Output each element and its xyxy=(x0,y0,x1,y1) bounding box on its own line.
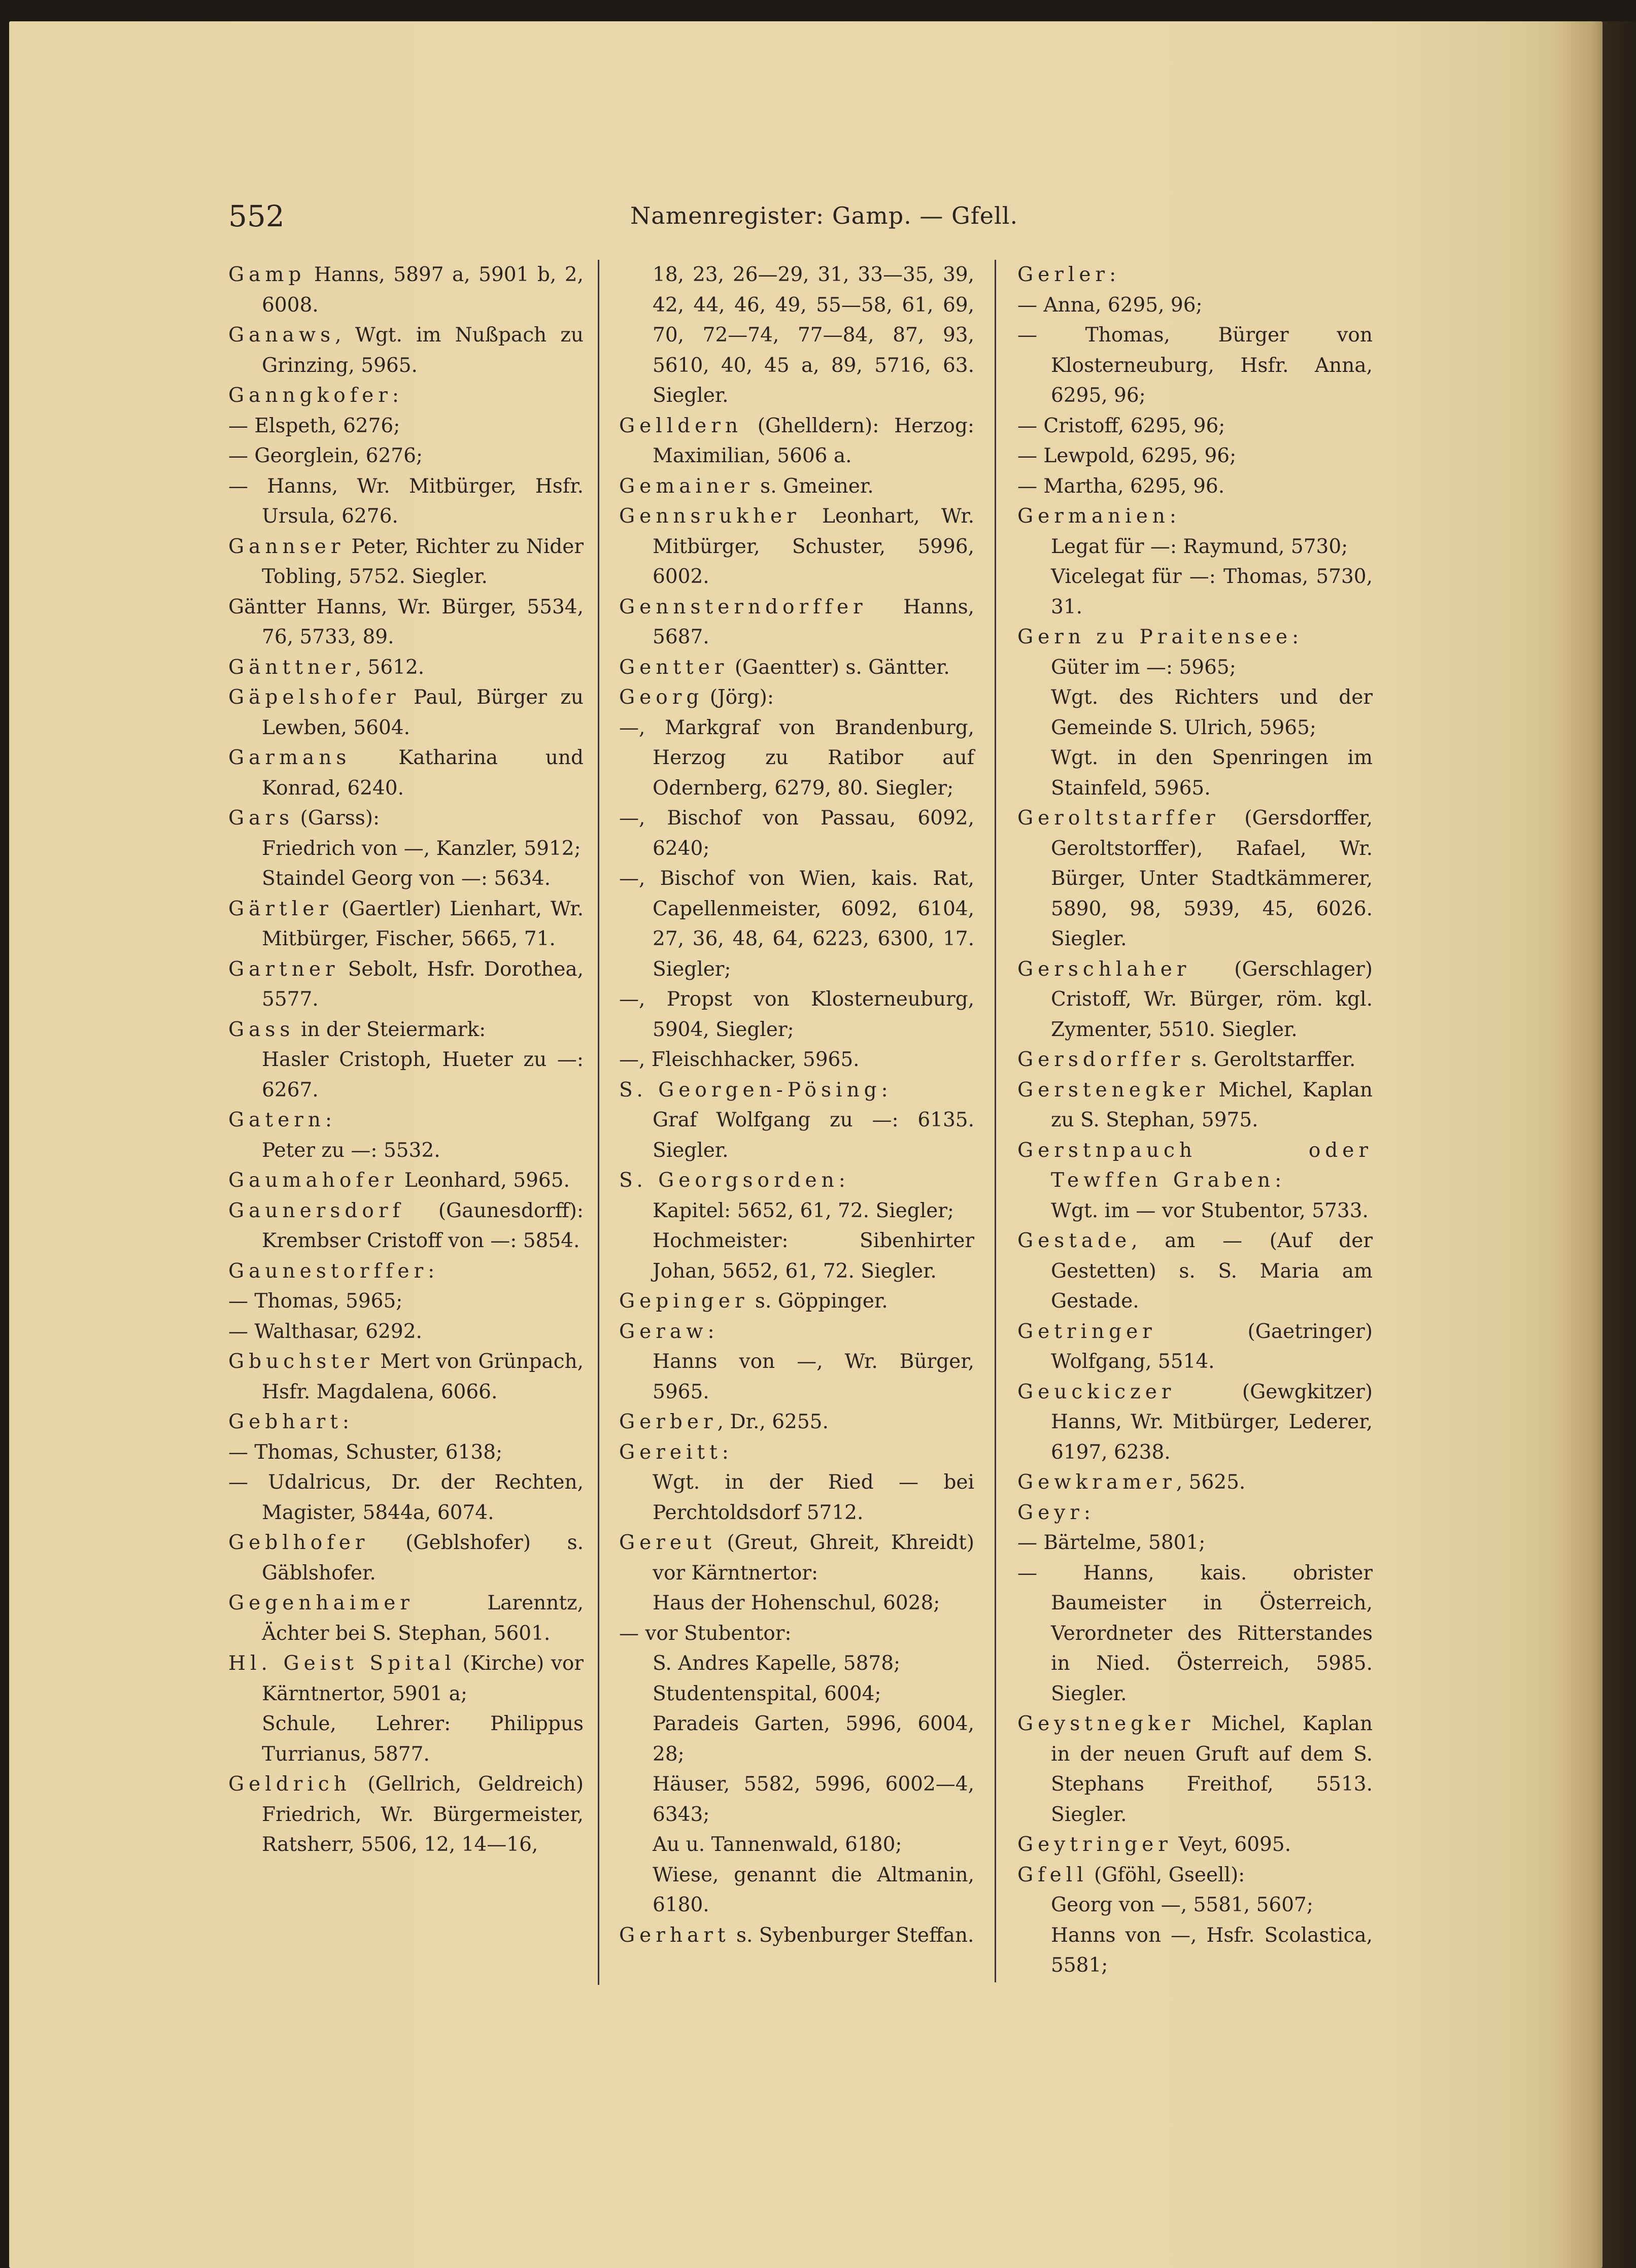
index-entry xyxy=(619,1830,974,1860)
index-entry xyxy=(619,1226,974,1286)
index-entry xyxy=(228,1256,584,1287)
index-entry xyxy=(619,682,974,713)
entry-headword: Gerber xyxy=(619,1411,718,1433)
entry-headword: Gersdorffer xyxy=(1017,1048,1185,1071)
entry-text: —, Markgraf von Brandenburg, Herzog zu Ratibor auf Odernberg, 6279, 80. Siegler; xyxy=(619,716,974,800)
entry-headword: S. Georgen-Pösing: xyxy=(619,1078,893,1102)
index-entry xyxy=(228,1437,584,1468)
index-entry xyxy=(228,1015,584,1045)
entry-text: Kapitel: 5652, 61, 72. Siegler; xyxy=(653,1199,955,1222)
index-entry xyxy=(228,954,584,1015)
entry-text: s. Göppinger. xyxy=(748,1290,888,1313)
entry-headword: Gentter xyxy=(619,656,729,679)
entry-text: Wgt. des Richters und der Gemeinde S. Ulrich, 5965; xyxy=(1051,686,1373,739)
entry-text: Veyt, 6095. xyxy=(1172,1833,1291,1856)
entry-text: s. Gmeiner. xyxy=(754,474,874,498)
index-entry xyxy=(1017,1317,1373,1377)
index-entry xyxy=(228,1769,584,1860)
binding-gutter xyxy=(1553,21,1636,2268)
entry-headword: Garmans xyxy=(228,746,351,769)
entry-text: (Gaertler) Lienhart, Wr. Mitbürger, Fischer, 5665, 71. xyxy=(262,897,584,950)
entry-headword: Gerstnpauch oder Tewffen Graben: xyxy=(1017,1139,1373,1192)
entry-headword: Gebhart: xyxy=(228,1411,354,1433)
index-entry xyxy=(228,1165,584,1196)
entry-text: Georg von —, 5581, 5607; xyxy=(1051,1894,1313,1916)
entry-text: (Jörg): xyxy=(703,686,774,709)
entry-text: Paul, Bürger zu Lewben, 5604. xyxy=(262,686,584,739)
index-entry xyxy=(619,984,974,1045)
page-number: 552 xyxy=(228,199,285,233)
index-entry xyxy=(228,743,584,803)
index-entry xyxy=(228,1528,584,1588)
index-entry xyxy=(1017,652,1373,683)
entry-text: — Thomas, Schuster, 6138; xyxy=(228,1440,503,1464)
entry-text: Legat für —: Raymund, 5730; xyxy=(1051,535,1348,558)
entry-headword: Geuckiczer xyxy=(1017,1380,1176,1403)
index-entry xyxy=(619,1165,974,1196)
index-entry xyxy=(228,1317,584,1347)
entry-text: Wiese, genannt die Altmanin, 6180. xyxy=(653,1863,974,1916)
entry-text: (Gaetringer) Wolfgang, 5514. xyxy=(1051,1320,1373,1373)
entry-text: in der Steiermark: xyxy=(294,1018,486,1041)
entry-headword: Gereitt: xyxy=(619,1440,733,1464)
entry-text: Staindel Georg von —: 5634. xyxy=(262,867,551,890)
entry-headword: Gerstenegker xyxy=(1017,1078,1210,1102)
entry-text: — Hanns, Wr. Mitbürger, Hsfr. Ursula, 6276. xyxy=(228,474,584,528)
index-entry xyxy=(1017,1377,1373,1468)
index-entry xyxy=(228,1105,584,1136)
index-entry xyxy=(1017,743,1373,803)
entry-headword: Gennsrukher xyxy=(619,505,801,528)
entry-text: Mert von Grünpach, Hsfr. Magdalena, 6066. xyxy=(262,1350,584,1403)
index-entry xyxy=(1017,290,1373,321)
entry-headword: Getringer xyxy=(1017,1320,1156,1343)
index-entry xyxy=(1017,532,1373,562)
entry-text: — Elspeth, 6276; xyxy=(228,414,400,437)
entry-text: (Geblshofer) s. Gäblshofer. xyxy=(262,1531,584,1585)
index-entry xyxy=(1017,1709,1373,1830)
index-entry xyxy=(619,1679,974,1709)
index-entry xyxy=(228,803,584,834)
index-entry xyxy=(619,1045,974,1075)
index-entry xyxy=(1017,1226,1373,1317)
index-entry xyxy=(619,1920,974,1951)
index-entry xyxy=(1017,1075,1373,1136)
entry-headword: Gepinger xyxy=(619,1290,749,1313)
entry-text: Häuser, 5582, 5996, 6002—4, 6343; xyxy=(653,1773,974,1826)
index-entry xyxy=(619,1467,974,1528)
index-column-3 xyxy=(1017,260,1373,1981)
entry-headword: Gannser xyxy=(228,535,345,558)
index-entry xyxy=(228,1136,584,1166)
index-entry xyxy=(1017,320,1373,411)
entry-headword: Geldrich xyxy=(228,1773,351,1796)
index-entry xyxy=(228,320,584,381)
index-entry xyxy=(619,1860,974,1920)
index-entry xyxy=(619,1588,974,1619)
entry-headword: Gennsterndorffer xyxy=(619,595,867,618)
entry-headword: Gartner xyxy=(228,957,339,981)
entry-headword: Geraw: xyxy=(619,1320,719,1343)
index-entry xyxy=(1017,441,1373,471)
index-entry xyxy=(228,1588,584,1648)
index-entry xyxy=(228,1467,584,1528)
index-entry xyxy=(1017,1890,1373,1920)
entry-text: — Walthasar, 6292. xyxy=(228,1320,422,1343)
entry-headword: Geroltstarffer xyxy=(1017,807,1220,830)
index-entry xyxy=(228,532,584,592)
index-entry xyxy=(228,1045,584,1105)
entry-text: —, Bischof von Wien, kais. Rat, Capellenmeister, 6092, 6104, 27, 36, 48, 64, 6223, 6300, 17. Siegler; xyxy=(619,867,974,981)
entry-headword: Gewkramer xyxy=(1017,1471,1176,1494)
entry-text: Wgt. in den Spenringen im Stainfeld, 5965. xyxy=(1051,746,1373,800)
entry-text: Haus der Hohenschul, 6028; xyxy=(653,1592,940,1614)
entry-text: Michel, Kaplan zu S. Stephan, 5975. xyxy=(1051,1078,1373,1131)
entry-headword: Gestade xyxy=(1017,1229,1132,1252)
index-entry xyxy=(228,1196,584,1256)
entry-text: Katharina und Konrad, 6240. xyxy=(262,746,584,800)
index-entry xyxy=(1017,1920,1373,1981)
entry-headword: Gelldern xyxy=(619,414,742,437)
entry-headword: Gars xyxy=(228,807,294,830)
entry-text: (Gaentter) s. Gäntter. xyxy=(728,656,950,679)
entry-text: —, Bischof von Passau, 6092, 6240; xyxy=(619,807,974,860)
entry-headword: Geystnegker xyxy=(1017,1712,1195,1735)
index-entry xyxy=(228,834,584,864)
column-rule xyxy=(598,260,599,1985)
entry-text: Leonhard, 5965. xyxy=(398,1169,570,1192)
entry-text: Peter zu —: 5532. xyxy=(262,1139,440,1162)
entry-headword: Gfell xyxy=(1017,1863,1088,1886)
index-entry xyxy=(228,381,584,411)
index-entry xyxy=(228,1648,584,1709)
entry-headword: Gatern: xyxy=(228,1109,337,1131)
entry-headword: Gereut xyxy=(619,1531,716,1554)
index-entry xyxy=(619,652,974,683)
index-entry xyxy=(619,864,974,984)
entry-text: , Dr., 6255. xyxy=(717,1411,829,1433)
entry-text: Schule, Lehrer: Philippus Turrianus, 5877. xyxy=(262,1712,584,1766)
entry-text: Leonhart, Wr. Mitbürger, Schuster, 5996, 6002. xyxy=(653,505,974,588)
index-entry xyxy=(228,471,584,532)
index-entry xyxy=(1017,1045,1373,1075)
index-entry xyxy=(228,864,584,894)
index-entry xyxy=(619,1769,974,1830)
entry-headword: Gern zu Praitensee: xyxy=(1017,626,1304,648)
entry-text: Studentenspital, 6004; xyxy=(653,1682,881,1705)
entry-text: (Gersdorffer, Geroltstorffer), Rafael, Wr. Bürger, Unter Stadtkämmerer, 5890, 98, 5939, 45, 6026. Siegler. xyxy=(1051,807,1373,950)
entry-headword: Geyr: xyxy=(1017,1501,1096,1524)
entry-text: Hanns, 5897 a, 5901 b, 2, 6008. xyxy=(262,263,584,317)
index-entry xyxy=(619,260,974,411)
entry-text: — vor Stubentor: xyxy=(619,1622,792,1645)
entry-text: — Thomas, Bürger von Klosterneuburg, Hsfr. Anna, 6295, 96; xyxy=(1017,324,1373,407)
index-entry xyxy=(1017,1467,1373,1498)
index-column-1 xyxy=(228,260,584,1860)
entry-headword: Gerhart xyxy=(619,1923,730,1947)
index-entry xyxy=(228,652,584,683)
index-entry xyxy=(619,501,974,592)
entry-text: — Cristoff, 6295, 96; xyxy=(1017,414,1225,437)
entry-text: , 5612. xyxy=(355,656,425,679)
index-entry xyxy=(1017,1196,1373,1226)
index-entry xyxy=(1017,1860,1373,1891)
entry-text: Wgt. im — vor Stubentor, 5733. xyxy=(1051,1199,1369,1222)
entry-text: — Martha, 6295, 96. xyxy=(1017,474,1225,498)
index-entry xyxy=(619,1286,974,1317)
entry-text: — Bärtelme, 5801; xyxy=(1017,1531,1206,1554)
entry-text: Güter im —: 5965; xyxy=(1051,656,1236,679)
index-column-2 xyxy=(619,260,974,1950)
entry-text: s. Sybenburger Steffan. xyxy=(730,1923,974,1947)
entry-text: Vicelegat für —: Thomas, 5730, 31. xyxy=(1051,565,1373,618)
index-entry xyxy=(1017,1528,1373,1558)
entry-text: Hasler Cristoph, Hueter zu —: 6267. xyxy=(262,1048,584,1102)
entry-headword: Geytringer xyxy=(1017,1833,1172,1856)
entry-text: (Garss): xyxy=(294,807,380,830)
entry-text: (Gellrich, Geldreich) Friedrich, Wr. Bürgermeister, Ratsherr, 5506, 12, 14—16, xyxy=(262,1773,584,1856)
index-entry xyxy=(228,682,584,743)
index-entry xyxy=(1017,471,1373,502)
index-entry xyxy=(1017,622,1373,652)
entry-text: (Kirche) vor Kärntnertor, 5901 a; xyxy=(262,1652,584,1705)
entry-text: (Gewgkitzer) Hanns, Wr. Mitbürger, Lederer, 6197, 6238. xyxy=(1051,1380,1373,1464)
index-entry xyxy=(619,1196,974,1226)
entry-text: Larenntz, Ächter bei S. Stephan, 5601. xyxy=(262,1592,584,1645)
entry-headword: Ganngkofer: xyxy=(228,384,404,407)
entry-headword: Gaunestorffer: xyxy=(228,1259,439,1283)
entry-headword: Gamp xyxy=(228,263,306,286)
index-entry xyxy=(1017,803,1373,954)
entry-text: — Anna, 6295, 96; xyxy=(1017,293,1203,317)
entry-text: Peter, Richter zu Nider Tobling, 5752. Siegler. xyxy=(262,535,584,588)
entry-headword: Ganaws xyxy=(228,324,335,347)
entry-text: — Georglein, 6276; xyxy=(228,444,423,467)
index-entry xyxy=(228,1347,584,1407)
entry-text: (Gerschlager) Cristoff, Wr. Bürger, röm. kgl. Zymenter, 5510. Siegler. xyxy=(1051,957,1373,1041)
entry-text: (Gaunesdorff): Krembser Cristoff von —: 5854. xyxy=(262,1199,584,1252)
entry-text: — Thomas, 5965; xyxy=(228,1290,403,1313)
entry-text: —, Fleischhacker, 5965. xyxy=(619,1048,860,1071)
index-entry xyxy=(619,1347,974,1407)
index-entry xyxy=(619,713,974,804)
index-entry xyxy=(619,1317,974,1347)
entry-headword: Gerler: xyxy=(1017,263,1121,286)
index-entry xyxy=(228,894,584,954)
entry-text: — Udalricus, Dr. der Rechten, Magister, 5844a, 6074. xyxy=(228,1471,584,1524)
index-entry xyxy=(619,1709,974,1769)
entry-text: 18, 23, 26—29, 31, 33—35, 39, 42, 44, 46, 49, 55—58, 61, 69, 70, 72—74, 77—84, 87, 93, 5610, 40, 45 a, 89, 5716, 63. Siegler. xyxy=(653,263,974,407)
index-entry xyxy=(619,1407,974,1437)
entry-headword: Gaunersdorf xyxy=(228,1199,404,1222)
index-entry xyxy=(228,1407,584,1437)
index-entry xyxy=(619,1528,974,1588)
entry-text: —, Propst von Klosterneuburg, 5904, Siegler; xyxy=(619,988,974,1041)
index-entry xyxy=(228,592,584,652)
entry-text: Hanns von —, Hsfr. Scolastica, 5581; xyxy=(1051,1923,1373,1977)
entry-headword: Germanien: xyxy=(1017,505,1181,528)
index-entry xyxy=(1017,562,1373,622)
entry-text: Paradeis Garten, 5996, 6004, 28; xyxy=(653,1712,974,1766)
entry-text: S. Andres Kapelle, 5878; xyxy=(653,1652,901,1675)
index-entry xyxy=(228,441,584,471)
index-entry xyxy=(1017,411,1373,441)
entry-headword: Gegenhaimer xyxy=(228,1592,414,1614)
entry-text: Sebolt, Hsfr. Dorothea, 5577. xyxy=(262,957,584,1011)
index-entry xyxy=(228,411,584,441)
entry-text: Graf Wolfgang zu —: 6135. Siegler. xyxy=(653,1109,974,1162)
entry-text: Gäntter Hanns, Wr. Bürger, 5534, 76, 5733, 89. xyxy=(228,595,584,648)
entry-headword: S. Georgsorden: xyxy=(619,1169,850,1192)
entry-text: Hochmeister: Sibenhirter Johan, 5652, 61, 72. Siegler. xyxy=(653,1229,974,1283)
entry-headword: Gemainer xyxy=(619,474,754,498)
index-entry xyxy=(228,1286,584,1317)
entry-text: (Gföhl, Gseell): xyxy=(1087,1863,1245,1886)
entry-text: — Lewpold, 6295, 96; xyxy=(1017,444,1237,467)
entry-text: , am — (Auf der Gestetten) s. S. Maria am Gestade. xyxy=(1051,1229,1373,1313)
entry-headword: Gaumahofer xyxy=(228,1169,398,1192)
index-entry xyxy=(1017,501,1373,532)
index-entry xyxy=(619,1437,974,1468)
index-entry xyxy=(228,260,584,320)
entry-text: (Greut, Ghreit, Khreidt) vor Kärntnertor: xyxy=(653,1531,974,1585)
index-entry xyxy=(619,1105,974,1165)
column-rule xyxy=(995,260,996,1982)
index-entry xyxy=(619,1075,974,1106)
entry-text: (Ghelldern): Herzog: Maximilian, 5606 a. xyxy=(653,414,974,467)
entry-headword: Gäpelshofer xyxy=(228,686,400,709)
index-entry xyxy=(619,1619,974,1649)
entry-headword: Geblhofer xyxy=(228,1531,369,1554)
entry-headword: Hl. Geist Spital xyxy=(228,1652,456,1675)
index-entry xyxy=(1017,1498,1373,1528)
entry-text: , Wgt. im Nußpach zu Grinzing, 5965. xyxy=(262,324,584,377)
entry-headword: Gbuchster xyxy=(228,1350,374,1373)
running-head: Namenregister: Gamp. — Gfell. xyxy=(630,202,1018,229)
entry-text: Friedrich von —, Kanzler, 5912; xyxy=(262,837,581,860)
entry-text: , 5625. xyxy=(1176,1471,1246,1494)
entry-text: s. Geroltstarffer. xyxy=(1184,1048,1356,1071)
entry-text: Hanns, 5687. xyxy=(653,595,974,648)
entry-headword: Gerschlaher xyxy=(1017,957,1191,981)
index-entry xyxy=(619,592,974,652)
index-entry xyxy=(228,1709,584,1769)
index-entry xyxy=(1017,1136,1373,1196)
entry-headword: Gass xyxy=(228,1018,295,1041)
index-entry xyxy=(1017,682,1373,743)
entry-headword: Gänttner xyxy=(228,656,355,679)
index-entry xyxy=(1017,260,1373,290)
index-entry xyxy=(1017,1830,1373,1860)
index-entry xyxy=(1017,1558,1373,1709)
index-entry xyxy=(619,1648,974,1679)
entry-headword: Georg xyxy=(619,686,704,709)
entry-text: Au u. Tannenwald, 6180; xyxy=(653,1833,902,1856)
entry-headword: Gärtler xyxy=(228,897,333,920)
index-entry xyxy=(1017,954,1373,1045)
entry-text: Michel, Kaplan in der neuen Gruft auf dem S. Stephans Freithof, 5513. Siegler. xyxy=(1051,1712,1373,1826)
index-entry xyxy=(619,471,974,502)
entry-text: — Hanns, kais. obrister Baumeister in Österreich, Verordneter des Ritterstandes in Nied. Österreich, 5985. Siegler. xyxy=(1017,1561,1373,1705)
index-entry xyxy=(619,411,974,471)
entry-text: Hanns von —, Wr. Bürger, 5965. xyxy=(653,1350,974,1403)
entry-text: Wgt. in der Ried — bei Perchtoldsdorf 5712. xyxy=(653,1471,974,1524)
index-entry xyxy=(619,803,974,864)
